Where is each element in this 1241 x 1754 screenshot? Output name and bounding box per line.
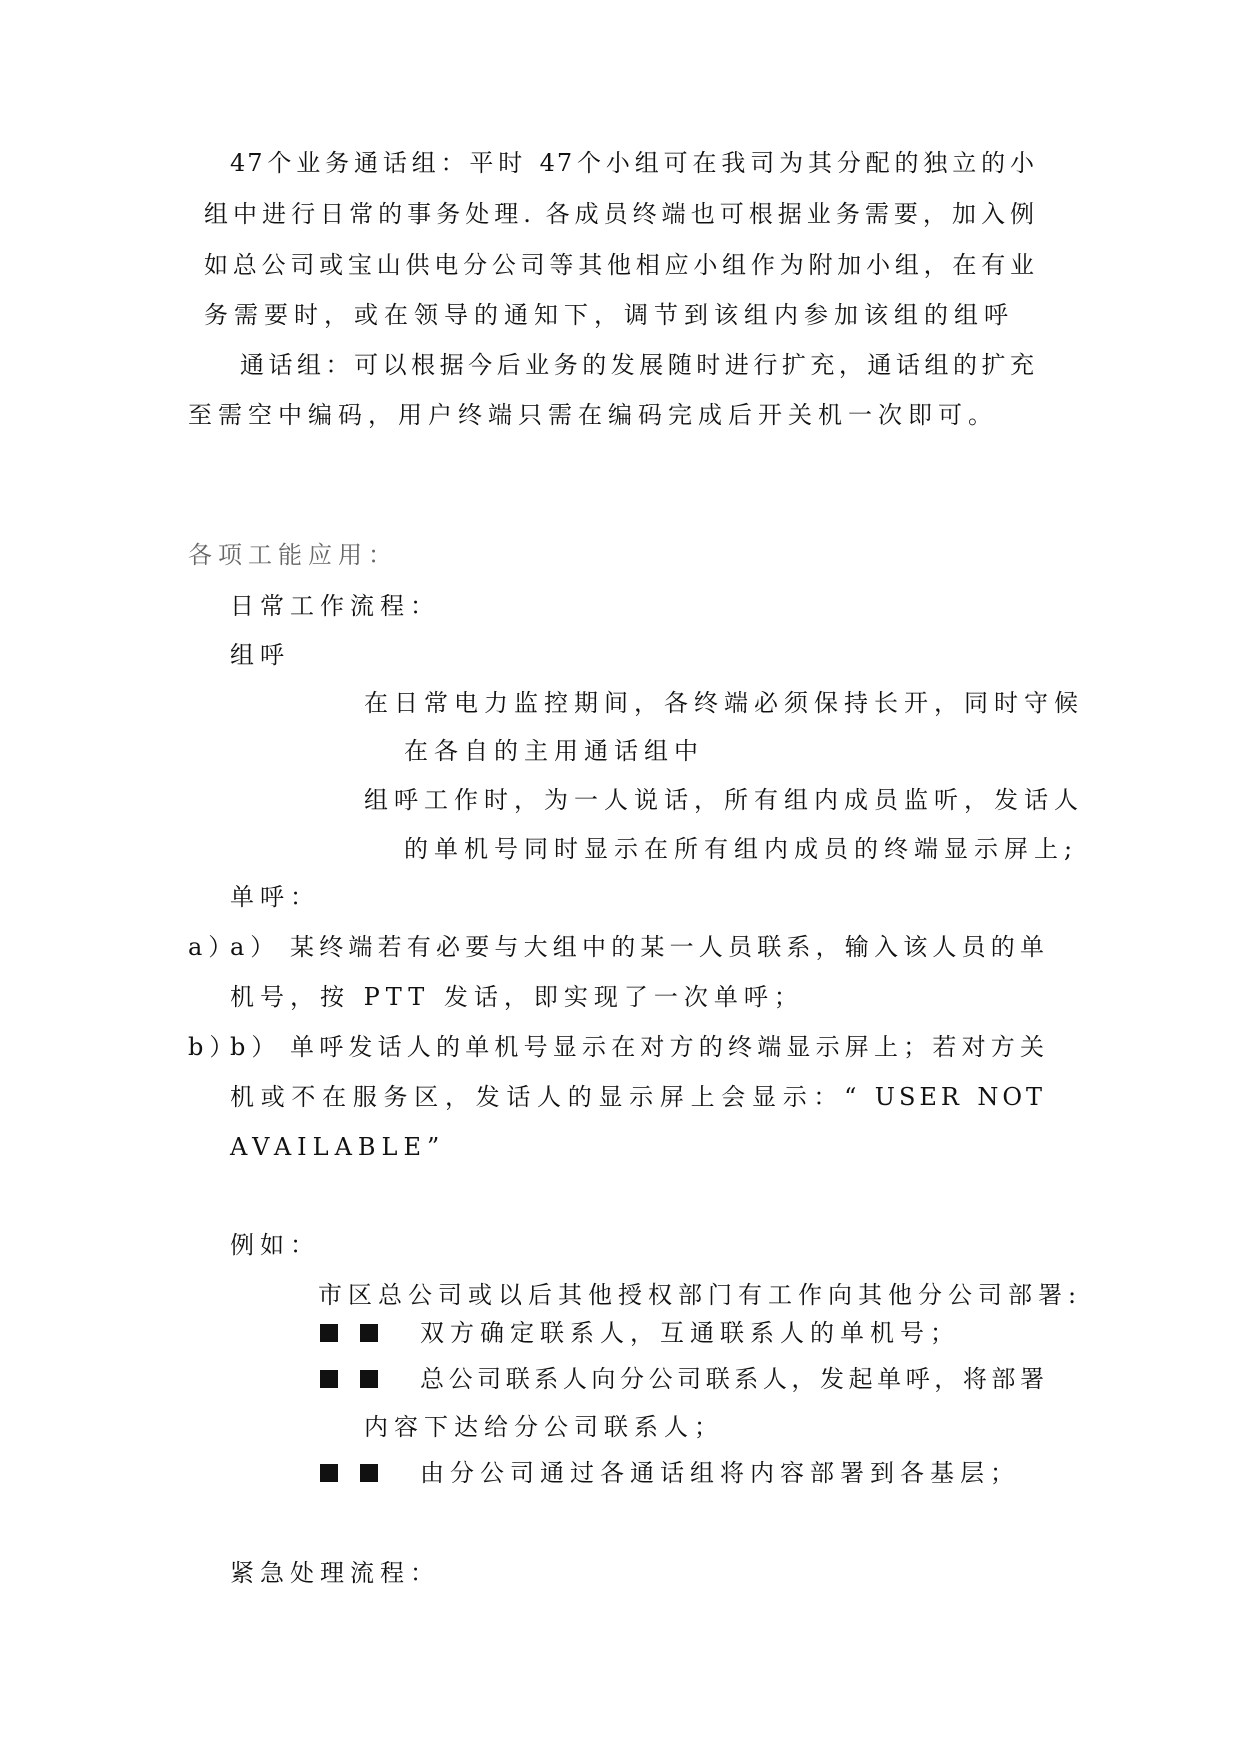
single-call-a-marker: a） (188, 933, 239, 961)
group-call-item2-line1: 组呼工作时，为一人说话，所有组内成员监听，发话人 (364, 786, 1084, 814)
section-title: 各项工能应用： (188, 541, 398, 569)
group-call-item1-line1: 在日常电力监控期间，各终端必须保持长开，同时守候 (364, 689, 1084, 717)
single-call-b-line3: AVAILABLE” (230, 1133, 446, 1161)
emergency-flow-heading: 紧急处理流程： (230, 1559, 440, 1587)
square-bullet-icon (320, 1324, 338, 1342)
square-bullet-icon (320, 1370, 338, 1388)
group-call-item2-line2: 的单机号同时显示在所有组内成员的终端显示屏上; (404, 835, 1079, 863)
para2-line1: 通话组：可以根据今后业务的发展随时进行扩充，通话组的扩充 (240, 351, 1036, 379)
square-bullet-icon (360, 1370, 378, 1388)
single-call-b-line2: 机或不在服务区，发话人的显示屏上会显示：“ USER NOT (230, 1083, 1046, 1111)
group-call-item1-line2: 在各自的主用通话组中 (404, 737, 704, 765)
square-bullet-icon (320, 1464, 338, 1482)
single-call-b-inner-marker: b） (230, 1033, 282, 1061)
para1-line1: 47个业务通话组：平时 47个小组可在我司为其分配的独立的小 (230, 149, 1036, 177)
para1-line2: 组中进行日常的事务处理. 各成员终端也可根据业务需要，加入例 (204, 200, 1036, 228)
example-bullet3: 由分公司通过各通话组将内容部署到各基层； (420, 1459, 1020, 1487)
example-intro: 市区总公司或以后其他授权部门有工作向其他分公司部署: (318, 1281, 1083, 1309)
example-bullet2-line1: 总公司联系人向分公司联系人，发起单呼，将部署 (420, 1365, 1046, 1393)
single-call-a-inner-marker: a） (230, 933, 281, 961)
para1-line3: 如总公司或宝山供电分公司等其他相应小组作为附加小组，在有业 (204, 251, 1036, 279)
single-call-a-line1: 某终端若有必要与大组中的某一人员联系，输入该人员的单 (290, 933, 1046, 961)
single-call-b-marker: b） (188, 1033, 240, 1061)
group-call-heading: 组呼 (230, 641, 290, 669)
para2-line2: 至需空中编码，用户终端只需在编码完成后开关机一次即可。 (188, 401, 998, 429)
daily-flow-heading: 日常工作流程： (230, 592, 440, 620)
example-bullet1: 双方确定联系人，互通联系人的单机号； (420, 1319, 960, 1347)
square-bullet-icon (360, 1464, 378, 1482)
single-call-heading: 单呼： (230, 883, 320, 911)
para1-line4: 务需要时，或在领导的通知下，调节到该组内参加该组的组呼 (204, 301, 1014, 329)
example-heading: 例如： (230, 1231, 320, 1259)
single-call-a-line2: 机号，按 PTT 发话，即实现了一次单呼； (230, 983, 804, 1011)
example-bullet2-line2: 内容下达给分公司联系人； (364, 1413, 724, 1441)
single-call-b-line1: 单呼发话人的单机号显示在对方的终端显示屏上；若对方关 (290, 1033, 1046, 1061)
square-bullet-icon (360, 1324, 378, 1342)
